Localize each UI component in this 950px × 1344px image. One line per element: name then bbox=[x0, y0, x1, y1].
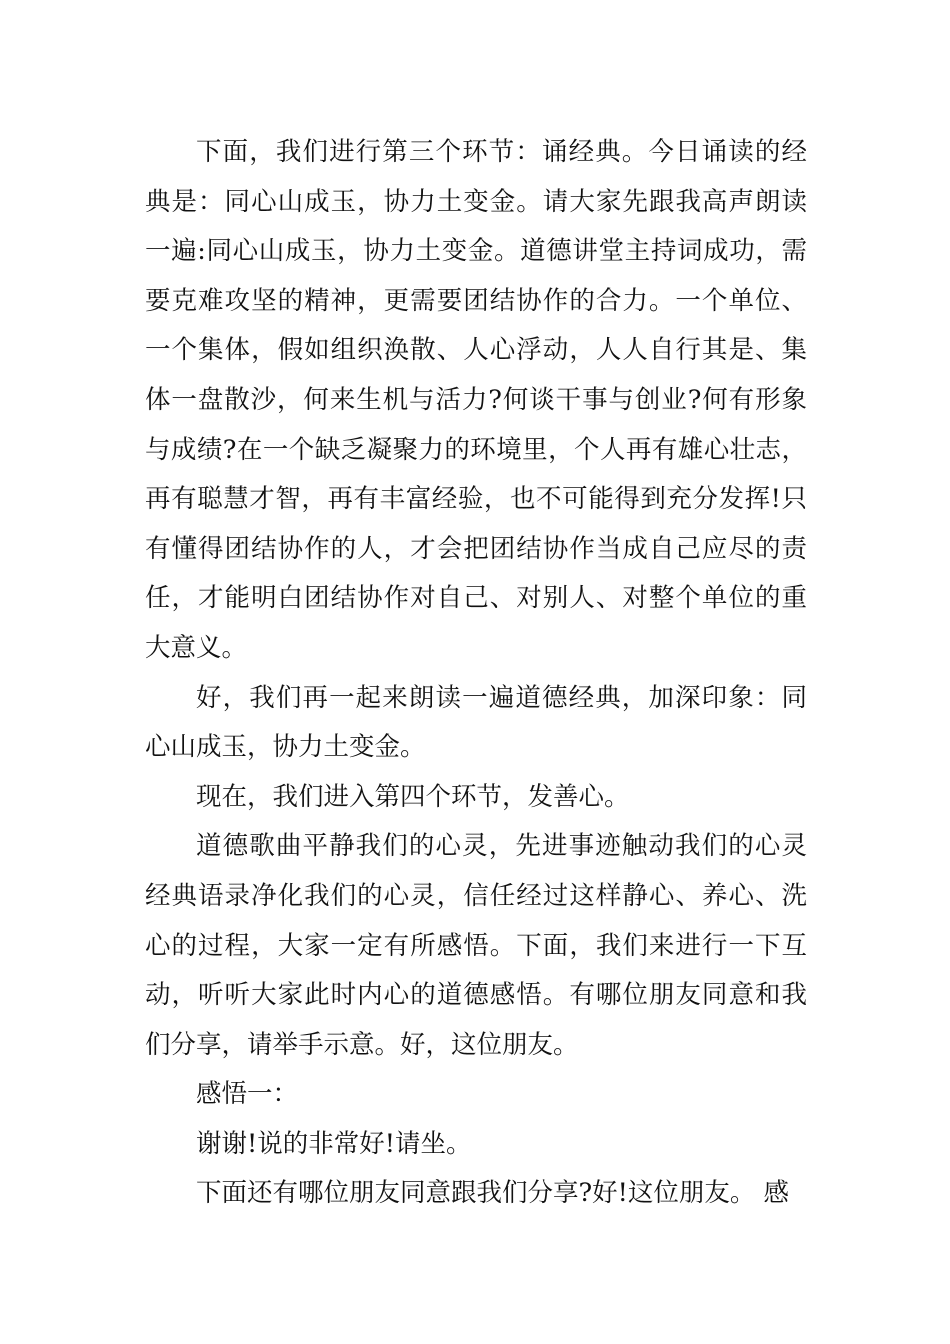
paragraph-thanks: 谢谢!说的非常好!请坐。 bbox=[196, 1128, 472, 1159]
paragraph-interaction: 道德歌曲平静我们的心灵，先进事迹触动我们的心灵经典语录净化我们的心灵，信任经过这样静心、养心、洗心的过程，大家一定有所感悟。下面，我们来进行一下互动，听听大家此时内心的道德感悟。有哪位朋友同意和我们分享，请举手示意。好，这位朋友。 bbox=[145, 831, 807, 1060]
paragraph-next-share: 下面还有哪位朋友同意跟我们分享?好!这位朋友。 感 bbox=[196, 1178, 790, 1209]
document-body bbox=[145, 128, 807, 1219]
paragraph-fourth-section: 现在，我们进入第四个环节，发善心。 bbox=[196, 781, 630, 812]
paragraph-read-again: 好，我们再一起来朗读一遍道德经典，加深印象：同心山成玉，协力土变金。 bbox=[145, 682, 807, 763]
paragraph-insight-one: 感悟一： bbox=[196, 1079, 299, 1110]
paragraph-recite-classic: 下面，我们进行第三个环节：诵经典。今日诵读的经典是：同心山成玉，协力土变金。请大家先跟我高声朗读一遍:同心山成玉，协力土变金。道德讲堂主持词成功，需要克难攻坚的精神，更需要团结协作的合力。一个单位、一个集体，假如组织涣散、人心浮动，人人自行其是、集体一盘散沙，何来生机与活力?何谈干事与创业?何有形象与成绩?在一个缺乏凝聚力的环境里，个人再有雄心壮志，再有聪慧才智，再有丰富经验，也不可能得到充分发挥!只有懂得团结协作的人，才会把团结协作当成自己应尽的责任，才能明白团结协作对自己、对别人、对整个单位的重大意义。 bbox=[145, 137, 807, 663]
